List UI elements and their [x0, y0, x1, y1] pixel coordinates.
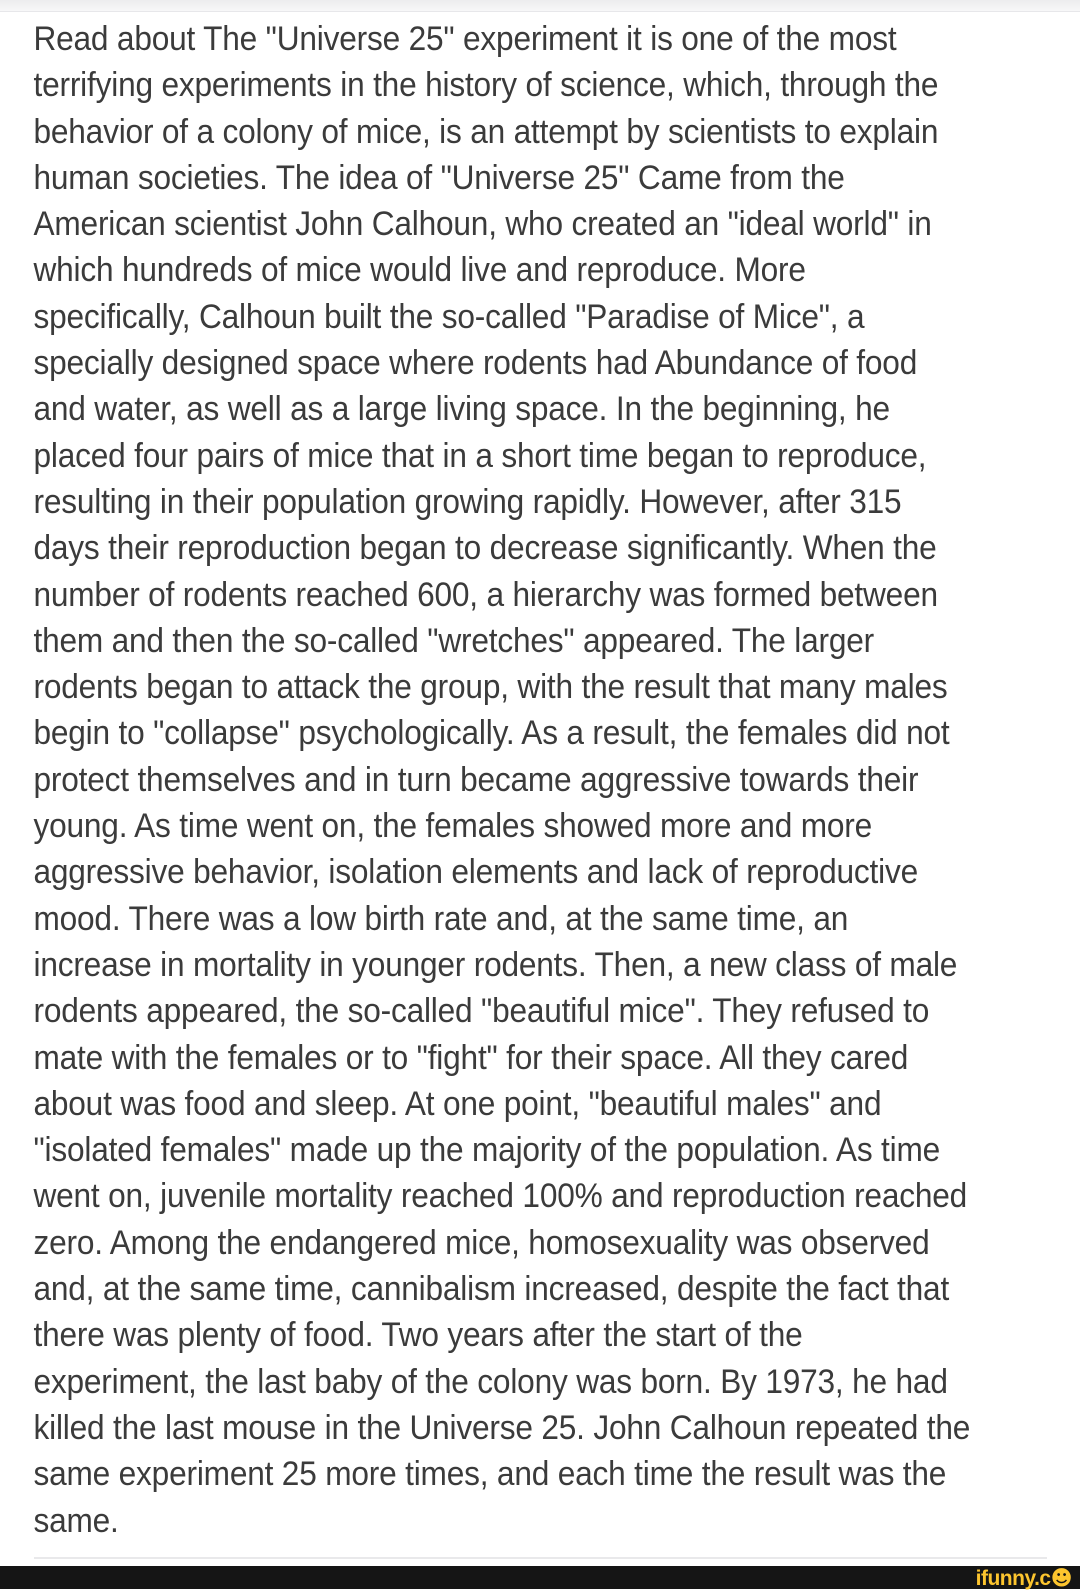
text-line: about was food and sleep. At one point, "beautiful males" and: [33, 1084, 882, 1123]
text-line: experiment, the last baby of the colony was born. By 1973, he had: [33, 1362, 948, 1401]
top-strip: [0, 0, 1080, 12]
text-line: resulting in their population growing rapidly. However, after 315: [33, 482, 902, 521]
text-line: increase in mortality in younger rodents. Then, a new class of male: [33, 945, 958, 984]
ifunny-watermark-text: ifunny.c: [975, 1567, 1051, 1590]
text-line: which hundreds of mice would live and reproduce. More: [33, 251, 806, 290]
text-line: went on, juvenile mortality reached 100% and reproduction reached: [33, 1177, 968, 1216]
text-line: there was plenty of food. Two years after the start of the: [33, 1316, 803, 1355]
text-line: and, at the same time, cannibalism increased, despite the fact that: [33, 1270, 950, 1309]
text-line: zero. Among the endangered mice, homosexuality was observed: [33, 1223, 930, 1262]
text-line: behavior of a colony of mice, is an attempt by scientists to explain: [33, 112, 939, 151]
text-line: killed the last mouse in the Universe 25. John Calhoun repeated the: [33, 1408, 971, 1447]
text-line: placed four pairs of mice that in a short time began to reproduce,: [33, 436, 927, 475]
text-line: specially designed space where rodents had Abundance of food: [33, 344, 918, 383]
text-line: protect themselves and in turn became aggressive towards their: [33, 760, 919, 799]
text-line: mood. There was a low birth rate and, at the same time, an: [33, 899, 849, 938]
text-line: rodents appeared, the so-called "beautiful mice". They refused to: [33, 992, 930, 1031]
text-line: "isolated females" made up the majority of the population. As time: [33, 1131, 941, 1170]
divider: [34, 1557, 1047, 1559]
text-line: them and then the so-called "wretches" appeared. The larger: [33, 621, 875, 660]
text-line: terrifying experiments in the history of science, which, through the: [33, 66, 939, 105]
ifunny-watermark: [976, 1567, 1072, 1590]
text-line: Read about The "Universe 25" experiment it is one of the most: [33, 20, 897, 58]
text-line: aggressive behavior, isolation elements and lack of reproductive: [33, 853, 918, 892]
text-line: rodents began to attack the group, with the result that many males: [33, 668, 948, 707]
text-line: and water, as well as a large living space. In the beginning, he: [33, 390, 890, 429]
text-line: specifically, Calhoun built the so-called "Paradise of Mice", a: [33, 297, 865, 336]
footer-bar: [0, 1566, 1080, 1589]
text-line: American scientist John Calhoun, who created an "ideal world" in: [33, 205, 932, 244]
text-line: days their reproduction began to decrease significantly. When the: [33, 529, 937, 568]
post-text: [0, 12, 1080, 1544]
text-line: begin to "collapse" psychologically. As a result, the females did not: [33, 714, 950, 753]
text-line: mate with the females or to "fight" for their space. All they cared: [33, 1038, 909, 1077]
ifunny-smiley-icon: ☻: [1050, 1566, 1072, 1590]
text-line: same.: [33, 1501, 119, 1540]
text-line: number of rodents reached 600, a hierarchy was formed between: [33, 575, 938, 614]
text-line: same experiment 25 more times, and each time the result was the: [33, 1455, 947, 1494]
text-line: young. As time went on, the females showed more and more: [33, 807, 872, 846]
text-line: human societies. The idea of "Universe 25" Came from the: [33, 158, 845, 197]
